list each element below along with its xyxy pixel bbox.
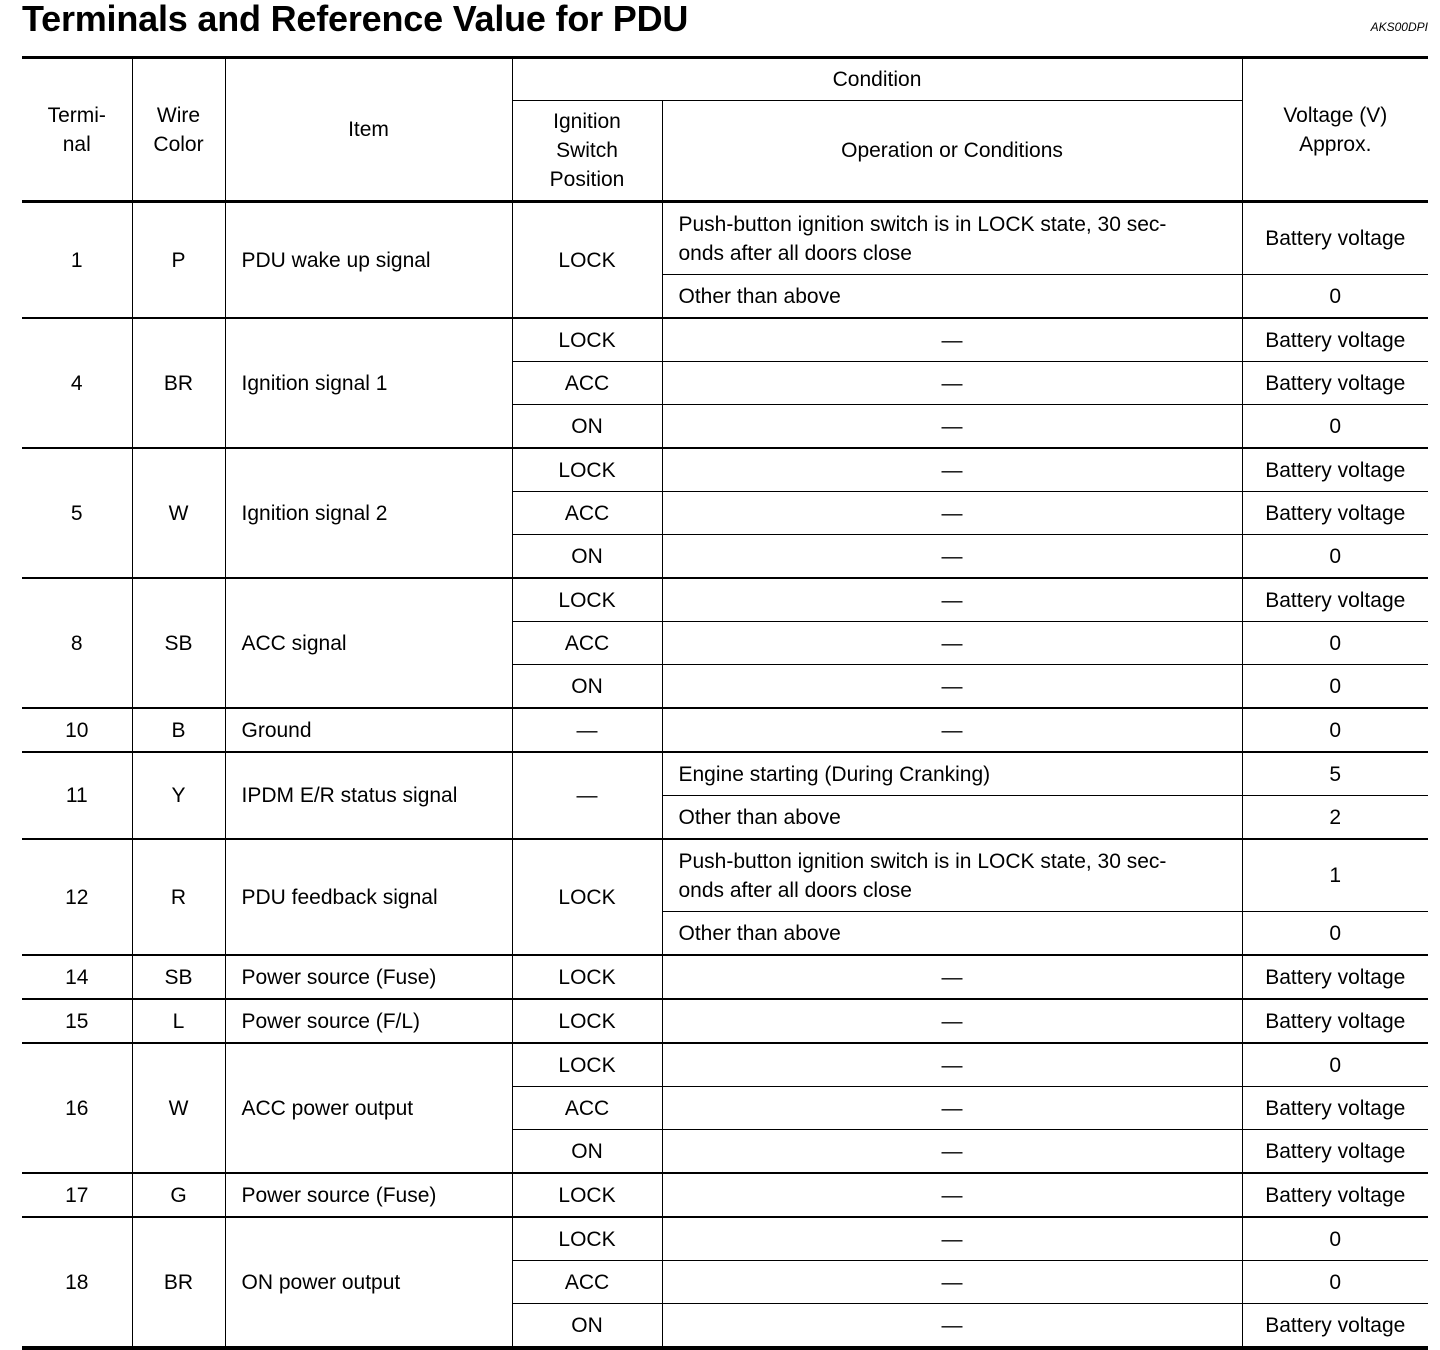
voltage-cell: 0 <box>1242 708 1428 752</box>
terminal-cell: 17 <box>22 1173 132 1217</box>
voltage-cell: Battery voltage <box>1242 955 1428 999</box>
ignition-cell: LOCK <box>512 1173 662 1217</box>
ignition-cell: ON <box>512 535 662 579</box>
voltage-cell: 0 <box>1242 912 1428 956</box>
terminal-cell: 12 <box>22 839 132 955</box>
terminal-reference-table <box>22 56 1428 1350</box>
wire-color-cell: R <box>132 839 225 955</box>
item-cell: ACC signal <box>225 578 512 708</box>
header-ignition-position: Ignition Switch Position <box>512 101 662 202</box>
item-cell: ON power output <box>225 1217 512 1348</box>
ignition-cell: LOCK <box>512 999 662 1043</box>
operation-cell: — <box>662 1261 1242 1304</box>
ignition-cell: LOCK <box>512 578 662 622</box>
terminal-cell: 4 <box>22 318 132 448</box>
ignition-cell: LOCK <box>512 1217 662 1261</box>
ignition-cell: ACC <box>512 362 662 405</box>
voltage-cell: 0 <box>1242 275 1428 319</box>
terminal-cell: 11 <box>22 752 132 839</box>
operation-cell: — <box>662 362 1242 405</box>
terminal-cell: 16 <box>22 1043 132 1173</box>
table-row <box>22 448 1428 492</box>
voltage-cell: 5 <box>1242 752 1428 796</box>
page-title: Terminals and Reference Value for PDU <box>22 0 689 39</box>
wire-color-cell: SB <box>132 578 225 708</box>
table-body <box>22 202 1428 1349</box>
wire-color-cell: SB <box>132 955 225 999</box>
header-terminal: Termi- nal <box>22 58 132 202</box>
table-row <box>22 318 1428 362</box>
ignition-cell: ACC <box>512 1261 662 1304</box>
wire-color-cell: P <box>132 202 225 319</box>
wire-color-cell: BR <box>132 318 225 448</box>
operation-cell: — <box>662 405 1242 449</box>
operation-cell: — <box>662 1087 1242 1130</box>
item-cell: Ground <box>225 708 512 752</box>
table-row <box>22 202 1428 275</box>
voltage-cell: Battery voltage <box>1242 362 1428 405</box>
ignition-cell: ACC <box>512 1087 662 1130</box>
ignition-cell: — <box>512 752 662 839</box>
voltage-cell: 0 <box>1242 1217 1428 1261</box>
header-wire-color: Wire Color <box>132 58 225 202</box>
wire-color-cell: G <box>132 1173 225 1217</box>
operation-cell: Push-button ignition switch is in LOCK state, 30 sec- onds after all doors close <box>662 202 1242 275</box>
operation-cell: Push-button ignition switch is in LOCK state, 30 sec- onds after all doors close <box>662 839 1242 912</box>
wire-color-cell: W <box>132 448 225 578</box>
wire-color-cell: L <box>132 999 225 1043</box>
voltage-cell: Battery voltage <box>1242 999 1428 1043</box>
operation-cell: — <box>662 535 1242 579</box>
table-row <box>22 752 1428 796</box>
operation-cell: — <box>662 1217 1242 1261</box>
voltage-cell: Battery voltage <box>1242 1087 1428 1130</box>
voltage-cell: Battery voltage <box>1242 1130 1428 1174</box>
ignition-cell: ACC <box>512 622 662 665</box>
document-code: AKS00DPI <box>1370 20 1428 34</box>
table-row <box>22 1043 1428 1087</box>
item-cell: Ignition signal 2 <box>225 448 512 578</box>
ignition-cell: LOCK <box>512 448 662 492</box>
operation-cell: — <box>662 1043 1242 1087</box>
wire-color-cell: B <box>132 708 225 752</box>
operation-cell: — <box>662 622 1242 665</box>
table-row <box>22 578 1428 622</box>
operation-cell: — <box>662 578 1242 622</box>
voltage-cell: Battery voltage <box>1242 318 1428 362</box>
ignition-cell: LOCK <box>512 318 662 362</box>
item-cell: Ignition signal 1 <box>225 318 512 448</box>
voltage-cell: 0 <box>1242 1261 1428 1304</box>
operation-cell: Other than above <box>662 796 1242 840</box>
ignition-cell: LOCK <box>512 955 662 999</box>
header-operation: Operation or Conditions <box>662 101 1242 202</box>
ignition-cell: LOCK <box>512 202 662 319</box>
table-row <box>22 839 1428 912</box>
voltage-cell: Battery voltage <box>1242 202 1428 275</box>
operation-cell: Other than above <box>662 912 1242 956</box>
voltage-cell: Battery voltage <box>1242 492 1428 535</box>
voltage-cell: Battery voltage <box>1242 1173 1428 1217</box>
wire-color-cell: W <box>132 1043 225 1173</box>
item-cell: Power source (F/L) <box>225 999 512 1043</box>
item-cell: Power source (Fuse) <box>225 955 512 999</box>
voltage-cell: Battery voltage <box>1242 1304 1428 1349</box>
table-row <box>22 999 1428 1043</box>
voltage-cell: Battery voltage <box>1242 448 1428 492</box>
table-row <box>22 1173 1428 1217</box>
ignition-cell: ON <box>512 1130 662 1174</box>
voltage-cell: 1 <box>1242 839 1428 912</box>
terminal-cell: 8 <box>22 578 132 708</box>
wire-color-cell: BR <box>132 1217 225 1348</box>
operation-cell: Engine starting (During Cranking) <box>662 752 1242 796</box>
table-row <box>22 1217 1428 1261</box>
operation-cell: Other than above <box>662 275 1242 319</box>
header-voltage: Voltage (V) Approx. <box>1242 58 1428 202</box>
ignition-cell: ACC <box>512 492 662 535</box>
item-cell: IPDM E/R status signal <box>225 752 512 839</box>
wire-color-cell: Y <box>132 752 225 839</box>
terminal-cell: 10 <box>22 708 132 752</box>
operation-cell: — <box>662 1304 1242 1349</box>
voltage-cell: 2 <box>1242 796 1428 840</box>
table-row <box>22 708 1428 752</box>
voltage-cell: 0 <box>1242 1043 1428 1087</box>
operation-cell: — <box>662 492 1242 535</box>
ignition-cell: ON <box>512 405 662 449</box>
item-cell: ACC power output <box>225 1043 512 1173</box>
operation-cell: — <box>662 708 1242 752</box>
item-cell: PDU wake up signal <box>225 202 512 319</box>
table-row <box>22 955 1428 999</box>
ignition-cell: — <box>512 708 662 752</box>
item-cell: PDU feedback signal <box>225 839 512 955</box>
voltage-cell: 0 <box>1242 622 1428 665</box>
operation-cell: — <box>662 1130 1242 1174</box>
voltage-cell: 0 <box>1242 665 1428 709</box>
terminal-cell: 1 <box>22 202 132 319</box>
ignition-cell: ON <box>512 1304 662 1349</box>
operation-cell: — <box>662 1173 1242 1217</box>
item-cell: Power source (Fuse) <box>225 1173 512 1217</box>
ignition-cell: LOCK <box>512 1043 662 1087</box>
voltage-cell: 0 <box>1242 535 1428 579</box>
header-condition: Condition <box>512 58 1242 101</box>
terminal-cell: 15 <box>22 999 132 1043</box>
voltage-cell: 0 <box>1242 405 1428 449</box>
operation-cell: — <box>662 448 1242 492</box>
terminal-cell: 5 <box>22 448 132 578</box>
header-item: Item <box>225 58 512 202</box>
operation-cell: — <box>662 955 1242 999</box>
ignition-cell: LOCK <box>512 839 662 955</box>
terminal-cell: 18 <box>22 1217 132 1348</box>
terminal-cell: 14 <box>22 955 132 999</box>
operation-cell: — <box>662 665 1242 709</box>
ignition-cell: ON <box>512 665 662 709</box>
operation-cell: — <box>662 318 1242 362</box>
voltage-cell: Battery voltage <box>1242 578 1428 622</box>
operation-cell: — <box>662 999 1242 1043</box>
